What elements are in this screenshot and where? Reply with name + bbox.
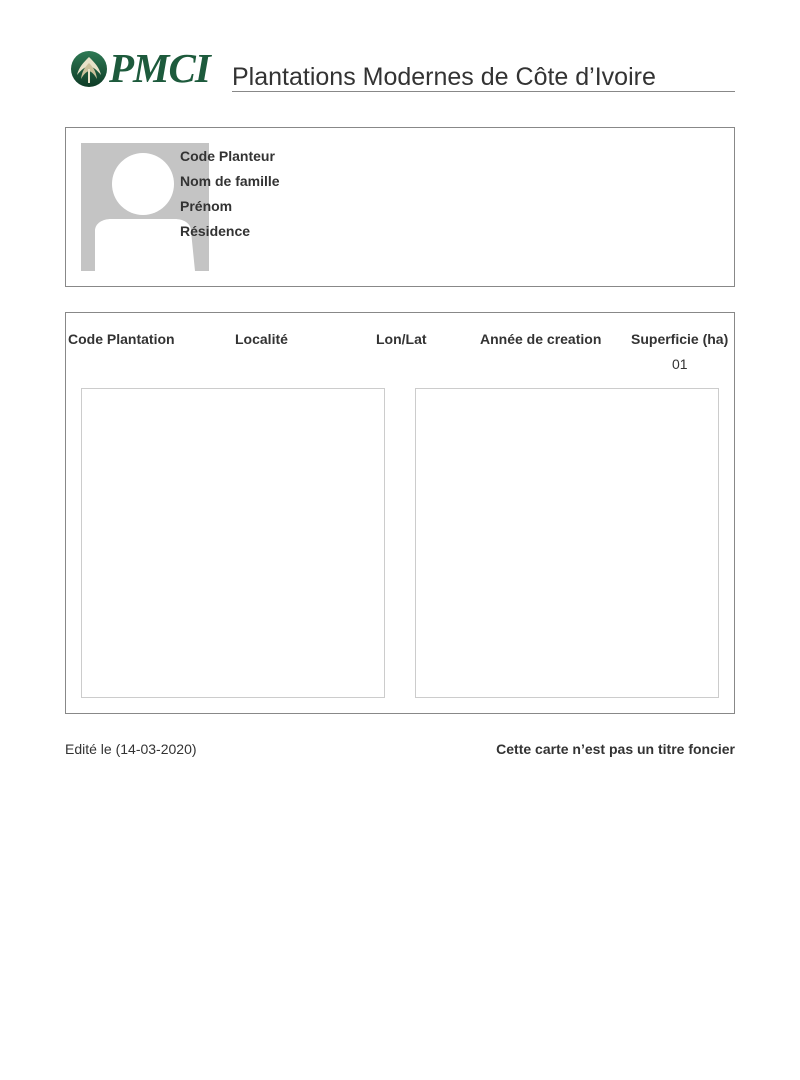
brand-name: PMCI	[109, 45, 210, 91]
palm-leaf-logo-icon	[69, 49, 109, 89]
prenom-label: Prénom	[180, 198, 233, 214]
residence-label: Résidence	[180, 223, 251, 239]
code-planteur-label: Code Planteur	[180, 148, 275, 164]
header	[65, 44, 735, 96]
nom-de-famille-label: Nom de famille	[180, 173, 280, 189]
plantation-map-right	[415, 388, 719, 698]
column-header-superficie: Superficie (ha)	[631, 331, 729, 347]
column-header-lon-lat: Lon/Lat	[376, 331, 427, 347]
plantation-map-left	[81, 388, 385, 698]
page-title: Plantations Modernes de Côte d’Ivoire	[232, 63, 735, 92]
column-header-annee-creation: Année de creation	[480, 331, 602, 347]
column-header-code-plantation: Code Plantation	[68, 331, 175, 347]
plantation-card	[65, 312, 735, 714]
planter-card	[65, 127, 735, 287]
column-header-localite: Localité	[235, 331, 288, 347]
disclaimer: Cette carte n’est pas un titre foncier	[496, 741, 735, 757]
superficie-value: 01	[672, 356, 688, 372]
planter-fields	[180, 144, 280, 244]
edited-date: Edité le (14-03-2020)	[65, 741, 197, 757]
